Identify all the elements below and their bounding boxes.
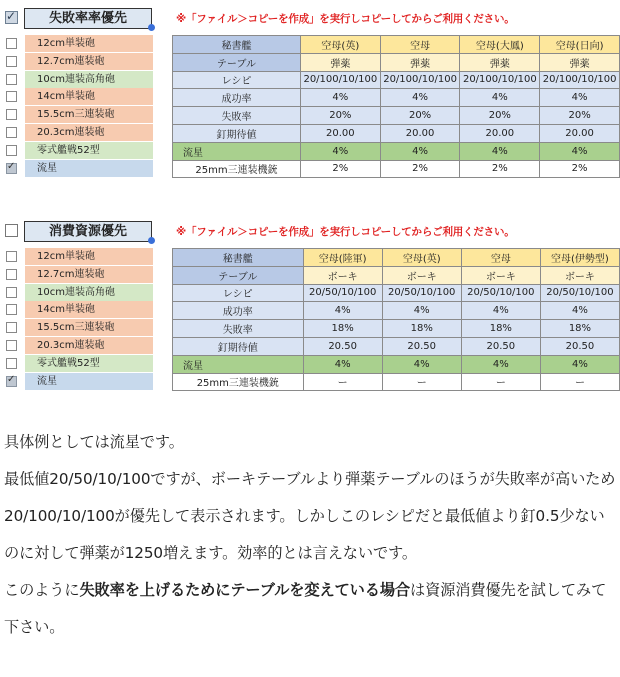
option-item <box>0 301 160 319</box>
option-label: 12cm単装砲 <box>25 35 153 52</box>
option-label: 20.3cm連装砲 <box>25 124 153 141</box>
table-cell: 18% <box>461 320 540 338</box>
table-cell: 20/50/10/100 <box>303 284 382 302</box>
title-checkbox[interactable] <box>5 224 18 237</box>
table-cell: 20.00 <box>460 124 540 142</box>
option-label: 10cm連装高角砲 <box>25 71 153 88</box>
result-table <box>172 248 620 391</box>
row-label: 釘期待値 <box>173 124 301 142</box>
table-row <box>173 302 620 320</box>
option-checkbox[interactable] <box>6 376 17 387</box>
table-row <box>173 89 620 107</box>
table-cell: ー <box>382 373 461 391</box>
table-row <box>173 107 620 125</box>
table-cell: 弾薬 <box>460 53 540 71</box>
option-label: 10cm連装高角砲 <box>25 284 153 301</box>
table-cell: 4% <box>382 302 461 320</box>
table-cell: 2% <box>540 160 620 178</box>
table-cell: 20.00 <box>540 124 620 142</box>
panel-title[interactable]: 失敗率率優先 <box>24 8 152 29</box>
table-row <box>173 266 620 284</box>
option-checkbox[interactable] <box>6 109 17 120</box>
table-cell: 20/100/10/100 <box>460 71 540 89</box>
table-row <box>173 53 620 71</box>
table-cell: 空母 <box>380 36 460 54</box>
table-cell: 20.00 <box>380 124 460 142</box>
table-cell: 20% <box>380 107 460 125</box>
option-item <box>0 337 160 355</box>
row-label: 秘書艦 <box>173 36 301 54</box>
row-label: 失敗率 <box>173 107 301 125</box>
option-label: 流星 <box>25 160 153 177</box>
table-cell: 4% <box>461 302 540 320</box>
option-label: 零式艦戦52型 <box>25 355 153 372</box>
copy-notice: ※「ファイル＞コピーを作成」を実行しコピーしてからご利用ください。 <box>176 226 515 238</box>
table-cell: 20/50/10/100 <box>382 284 461 302</box>
table-cell: 20% <box>540 107 620 125</box>
option-label: 20.3cm連装砲 <box>25 337 153 354</box>
option-checkbox[interactable] <box>6 56 17 67</box>
table-row <box>173 320 620 338</box>
table-cell: 2% <box>300 160 380 178</box>
row-label: 釘期待値 <box>173 337 304 355</box>
table-cell: 20% <box>460 107 540 125</box>
option-item <box>0 106 160 124</box>
option-item <box>0 284 160 302</box>
option-label: 12.7cm連装砲 <box>25 53 153 70</box>
copy-notice: ※「ファイル＞コピーを作成」を実行しコピーしてからご利用ください。 <box>176 13 515 25</box>
table-cell: 20/100/10/100 <box>300 71 380 89</box>
option-label: 12cm単装砲 <box>25 248 153 265</box>
option-item <box>0 142 160 160</box>
table-cell: 空母 <box>461 249 540 267</box>
option-list <box>0 248 160 390</box>
table-cell: 20.00 <box>300 124 380 142</box>
row-label: 成功率 <box>173 302 304 320</box>
table-cell: 2% <box>380 160 460 178</box>
article-text: このように <box>4 581 80 599</box>
panel-resource-priority <box>0 213 620 391</box>
table-cell: 4% <box>540 89 620 107</box>
table-cell: 20/50/10/100 <box>540 284 619 302</box>
option-item <box>0 35 160 53</box>
option-checkbox[interactable] <box>6 38 17 49</box>
table-cell: ー <box>540 373 619 391</box>
option-label: 零式艦戦52型 <box>25 142 153 159</box>
option-checkbox[interactable] <box>6 269 17 280</box>
option-checkbox[interactable] <box>6 127 17 138</box>
table-cell: 空母(日向) <box>540 36 620 54</box>
option-checkbox[interactable] <box>6 145 17 156</box>
article-paragraph: 最低値20/50/10/100ですが、ボーキテーブルより弾薬テーブルのほうが失敗率が高いため20/100/10/100が優先して表示されます。しかしこのレシピだと最低値より釘0.5少ないのに対して弾薬が1250増えます。効率的とは言えないです。 <box>4 470 616 562</box>
option-item <box>0 248 160 266</box>
row-label: 流星 <box>173 355 304 373</box>
row-label: テーブル <box>173 266 304 284</box>
table-cell: 20/100/10/100 <box>380 71 460 89</box>
option-label: 15.5cm三連装砲 <box>25 106 153 123</box>
panel-header <box>0 213 620 246</box>
table-cell: 20/50/10/100 <box>461 284 540 302</box>
option-checkbox[interactable] <box>6 304 17 315</box>
table-cell: 4% <box>540 302 619 320</box>
option-checkbox[interactable] <box>6 74 17 85</box>
table-row <box>173 337 620 355</box>
panel-failure-priority <box>0 0 620 178</box>
article-paragraph: 具体例としては流星です。 <box>4 433 184 451</box>
table-row <box>173 160 620 178</box>
row-label: 失敗率 <box>173 320 304 338</box>
row-label: レシピ <box>173 71 301 89</box>
table-cell: 20.50 <box>382 337 461 355</box>
table-cell: 弾薬 <box>380 53 460 71</box>
table-cell: 20/100/10/100 <box>540 71 620 89</box>
panel-header <box>0 0 620 33</box>
title-checkbox[interactable] <box>5 11 18 24</box>
table-row <box>173 373 620 391</box>
table-cell: ボーキ <box>382 266 461 284</box>
table-cell: 空母(英) <box>382 249 461 267</box>
table-cell: 20.50 <box>540 337 619 355</box>
article-body <box>4 424 618 646</box>
row-label: 秘書艦 <box>173 249 304 267</box>
option-item <box>0 88 160 106</box>
option-item <box>0 124 160 142</box>
table-cell: 弾薬 <box>300 53 380 71</box>
option-checkbox[interactable] <box>6 358 17 369</box>
row-label: 25mm三連装機銃 <box>173 160 301 178</box>
table-cell: 18% <box>540 320 619 338</box>
table-cell: 20% <box>300 107 380 125</box>
table-cell: 4% <box>303 355 382 373</box>
table-cell: 4% <box>460 142 540 160</box>
option-checkbox[interactable] <box>6 163 17 174</box>
option-checkbox[interactable] <box>6 322 17 333</box>
table-row <box>173 355 620 373</box>
row-label: 25mm三連装機銃 <box>173 373 304 391</box>
option-item <box>0 160 160 178</box>
table-cell: 4% <box>540 355 619 373</box>
table-cell: ボーキ <box>461 266 540 284</box>
article-text: は資源消費優先を試してみて下さい。 <box>4 581 607 636</box>
table-cell: 4% <box>380 142 460 160</box>
option-label: 12.7cm連装砲 <box>25 266 153 283</box>
table-row <box>173 284 620 302</box>
table-cell: 4% <box>303 302 382 320</box>
table-cell: ー <box>461 373 540 391</box>
table-cell: 空母(大鳳) <box>460 36 540 54</box>
table-row <box>173 142 620 160</box>
table-cell: 18% <box>382 320 461 338</box>
table-cell: 4% <box>382 355 461 373</box>
table-cell: 弾薬 <box>540 53 620 71</box>
option-checkbox[interactable] <box>6 340 17 351</box>
table-row <box>173 71 620 89</box>
table-row <box>173 249 620 267</box>
table-cell: 2% <box>460 160 540 178</box>
table-cell: 20.50 <box>461 337 540 355</box>
selection-handle-icon[interactable] <box>148 24 155 31</box>
table-cell: 4% <box>460 89 540 107</box>
option-label: 流星 <box>25 373 153 390</box>
table-cell: 4% <box>300 89 380 107</box>
table-cell: 4% <box>540 142 620 160</box>
option-item <box>0 53 160 71</box>
option-item <box>0 355 160 373</box>
option-label: 14cm単装砲 <box>25 301 153 318</box>
option-list <box>0 35 160 177</box>
panel-title[interactable]: 消費資源優先 <box>24 221 152 242</box>
table-cell: 4% <box>380 89 460 107</box>
option-item <box>0 71 160 89</box>
selection-handle-icon[interactable] <box>148 237 155 244</box>
option-checkbox[interactable] <box>6 287 17 298</box>
option-item <box>0 373 160 391</box>
option-checkbox[interactable] <box>6 91 17 102</box>
table-cell: ボーキ <box>540 266 619 284</box>
table-cell: 空母(陸軍) <box>303 249 382 267</box>
option-checkbox[interactable] <box>6 251 17 262</box>
table-cell: 空母(英) <box>300 36 380 54</box>
result-table <box>172 35 620 178</box>
row-label: レシピ <box>173 284 304 302</box>
table-cell: 20.50 <box>303 337 382 355</box>
option-item <box>0 266 160 284</box>
row-label: テーブル <box>173 53 301 71</box>
table-row <box>173 36 620 54</box>
table-row <box>173 124 620 142</box>
option-label: 15.5cm三連装砲 <box>25 319 153 336</box>
table-cell: 空母(伊勢型) <box>540 249 619 267</box>
article-emphasis: 失敗率を上げるためにテーブルを変えている場合 <box>79 581 411 599</box>
row-label: 流星 <box>173 142 301 160</box>
table-cell: ー <box>303 373 382 391</box>
option-label: 14cm単装砲 <box>25 88 153 105</box>
table-cell: ボーキ <box>303 266 382 284</box>
article-paragraph <box>4 572 618 646</box>
table-cell: 18% <box>303 320 382 338</box>
option-item <box>0 319 160 337</box>
table-cell: 4% <box>461 355 540 373</box>
row-label: 成功率 <box>173 89 301 107</box>
table-cell: 4% <box>300 142 380 160</box>
